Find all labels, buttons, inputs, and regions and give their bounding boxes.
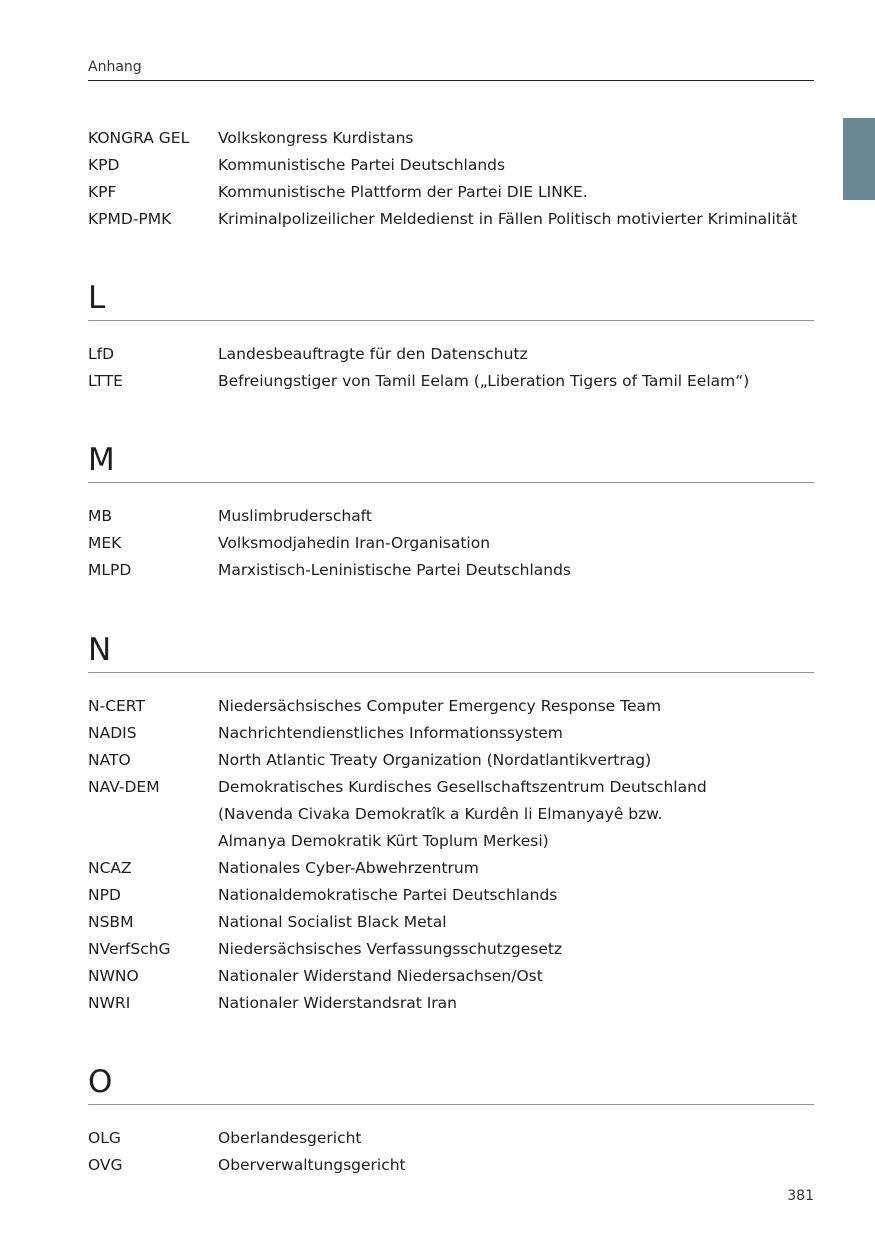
entry-row-continuation <box>88 801 814 828</box>
section-letter: O <box>88 1064 113 1100</box>
entry-description: Nationales Cyber-Abwehrzentrum <box>218 859 479 877</box>
entry-description: (Navenda Civaka Demokratîk a Kurdên li Elmanyayê bzw. <box>218 805 663 823</box>
entry-row <box>88 125 814 152</box>
entry-description: Oberverwaltungsgericht <box>218 1156 406 1174</box>
entry-row <box>88 1152 814 1179</box>
entry-abbreviation: MLPD <box>88 561 132 579</box>
entry-abbreviation: NVerfSchG <box>88 940 171 958</box>
section-letter: L <box>88 280 106 316</box>
entry-abbreviation <box>88 828 218 855</box>
entry-row <box>88 206 814 233</box>
entry-abbreviation: NCAZ <box>88 859 132 877</box>
entry-abbreviation: OLG <box>88 1129 121 1147</box>
entry-abbreviation: NWRI <box>88 994 131 1012</box>
entry-row <box>88 909 814 936</box>
entry-abbreviation: NPD <box>88 886 121 904</box>
entry-description: Landesbeauftragte für den Datenschutz <box>218 345 528 363</box>
entry-description: Volkskongress Kurdistans <box>218 129 414 147</box>
chapter-tab-marker <box>843 118 875 200</box>
section-l-entries <box>88 341 814 395</box>
entry-abbreviation: NAV-DEM <box>88 778 160 796</box>
page-number: 381 <box>787 1188 814 1204</box>
entry-abbreviation <box>88 801 218 828</box>
section-heading-n <box>88 626 814 673</box>
entry-description: Muslimbruderschaft <box>218 507 372 525</box>
entry-description: North Atlantic Treaty Organization (Nordatlantikvertrag) <box>218 751 652 769</box>
entry-abbreviation: LfD <box>88 345 115 363</box>
entry-row <box>88 936 814 963</box>
entry-description: Kommunistische Partei Deutschlands <box>218 156 506 174</box>
entry-abbreviation: OVG <box>88 1156 123 1174</box>
entry-row <box>88 720 814 747</box>
section-o-entries <box>88 1125 814 1179</box>
entry-description: Befreiungstiger von Tamil Eelam („Liberation Tigers of Tamil Eelam“) <box>218 372 750 390</box>
entry-description: Almanya Demokratik Kürt Toplum Merkesi) <box>218 832 549 850</box>
entry-abbreviation: NWNO <box>88 967 139 985</box>
entry-description: Nachrichtendienstliches Informationssystem <box>218 724 563 742</box>
entry-row <box>88 557 814 584</box>
entry-row <box>88 368 814 395</box>
entry-row <box>88 990 814 1017</box>
entry-row <box>88 747 814 774</box>
section-heading-m <box>88 436 814 483</box>
entry-description: Oberlandesgericht <box>218 1129 362 1147</box>
entry-description: Nationaler Widerstand Niedersachsen/Ost <box>218 967 543 985</box>
entry-abbreviation: MB <box>88 507 113 525</box>
entry-description: Kriminalpolizeilicher Meldedienst in Fällen Politisch motivierter Kriminalität <box>218 210 798 228</box>
entry-abbreviation: KONGRA GEL <box>88 129 190 147</box>
entry-abbreviation: KPF <box>88 183 117 201</box>
entry-row <box>88 963 814 990</box>
entry-row <box>88 693 814 720</box>
header-title: Anhang <box>88 59 142 75</box>
section-m-entries <box>88 503 814 584</box>
entry-abbreviation: N-CERT <box>88 697 145 715</box>
section-heading-l <box>88 274 814 321</box>
section-heading-o <box>88 1058 814 1105</box>
entry-abbreviation: NSBM <box>88 913 134 931</box>
entry-description: National Socialist Black Metal <box>218 913 447 931</box>
section-letter: M <box>88 442 115 478</box>
entry-row <box>88 341 814 368</box>
entry-description: Nationaler Widerstandsrat Iran <box>218 994 457 1012</box>
entry-description: Kommunistische Plattform der Partei DIE LINKE. <box>218 183 588 201</box>
entry-description: Niedersächsisches Verfassungsschutzgesetz <box>218 940 563 958</box>
entry-row <box>88 774 814 801</box>
entry-description: Demokratisches Kurdisches Gesellschaftszentrum Deutschland <box>218 778 707 796</box>
entry-row <box>88 530 814 557</box>
section-n-entries <box>88 693 814 1017</box>
entry-description: Marxistisch-Leninistische Partei Deutschlands <box>218 561 571 579</box>
entry-abbreviation: NADIS <box>88 724 137 742</box>
entry-abbreviation: LTTE <box>88 372 123 390</box>
entry-row <box>88 503 814 530</box>
entry-row <box>88 855 814 882</box>
entry-row <box>88 882 814 909</box>
entry-abbreviation: KPMD-PMK <box>88 210 172 228</box>
entry-row-continuation <box>88 828 814 855</box>
entry-row <box>88 1125 814 1152</box>
entry-row <box>88 152 814 179</box>
entry-row <box>88 179 814 206</box>
entry-abbreviation: NATO <box>88 751 131 769</box>
section-letter: N <box>88 632 112 668</box>
entry-abbreviation: KPD <box>88 156 120 174</box>
entry-description: Niedersächsisches Computer Emergency Response Team <box>218 697 662 715</box>
entry-description: Volksmodjahedin Iran-Organisation <box>218 534 491 552</box>
entry-abbreviation: MEK <box>88 534 122 552</box>
section-k-entries <box>88 125 814 233</box>
entry-description: Nationaldemokratische Partei Deutschlands <box>218 886 558 904</box>
running-header <box>88 56 814 81</box>
